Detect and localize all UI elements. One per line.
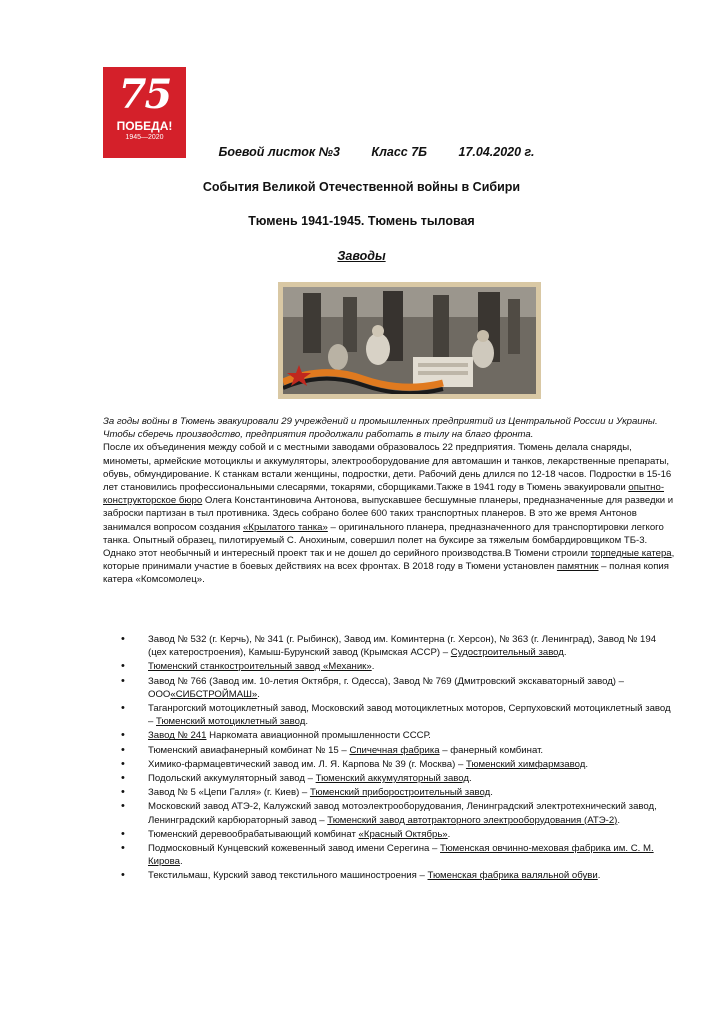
factory-link[interactable]: Спичечная фабрика: [349, 744, 440, 756]
intro-part-2: Олега Константиновича Антонова, выпускавшее бесшумные планеры, предназначенные для разведки и заброски партизан в тыл противника. Здесь собрано более 600 таких транспортных планеров. В это же время Антонов занимался вопросом создания: [103, 495, 674, 533]
list-item: [103, 702, 675, 728]
factory-link[interactable]: Тюменский приборостроительный завод: [309, 787, 491, 799]
intro-italic: За годы войны в Тюмень эвакуировали 29 учреждений и промышленных предприятий из Центральной России и Украины. Чтобы сберечь производство, предприятия продолжали работать в тылу на благо фронта.: [103, 416, 658, 441]
item-tail: .: [371, 661, 375, 673]
factory-link[interactable]: Тюменский станкостроительный завод «Механик»: [148, 661, 372, 673]
list-item: [103, 675, 675, 701]
class-label: Класс 7Б: [371, 145, 428, 159]
intro-part-5: – полная копия катера «Комсомолец».: [103, 561, 669, 586]
document-subtitle: Тюмень 1941-1945. Тюмень тыловая: [248, 214, 475, 228]
item-text: Тюменский авиафанерный комбинат № 15 –: [148, 744, 350, 756]
intro-part-3: – оригинального планера, предназначенного для транспортировки легкого танка. Опытный образец, пилотируемый С. Анохиным, совершил полет на буксире за тяжелым бомбардировщиком ТБ-3. Однако этот необычный и интересный проект так и не дошел до серийного производства.В Тюмени строили: [103, 521, 664, 560]
factory-link[interactable]: «СИБСТРОЙМАШ»: [170, 688, 258, 700]
list-item: [103, 828, 675, 841]
intro-part-1: После их объединения между собой и с местными заводами образовалось 22 предприятия. Тюмень делала снаряды, минометы, армейские мотоциклы и аккумуляторы, электрооборудование для автомашин и танков, лекарственные препараты, обувь, обмундирование. К станкам встали женщины, подростки, дети. Рабочий день длился по 12-18 часов. Подростки в 15-16 лет становились профессиональными слесарями, токарями, сборщиками.Также в 1941 году в Тюмень эвакуировали: [103, 442, 672, 494]
factory-link[interactable]: «Красный Октябрь»: [358, 828, 448, 840]
list-item: [103, 786, 675, 799]
intro-paragraph: [103, 441, 675, 586]
factory-link[interactable]: Тюменский аккумуляторный завод: [315, 773, 469, 785]
item-tail: .: [585, 758, 589, 770]
factory-link[interactable]: Тюменская фабрика валяльной обуви: [427, 870, 598, 882]
link-torpedo-boats[interactable]: торпедные катера: [590, 548, 672, 560]
logo-years: 1945—2020: [125, 134, 164, 141]
list-item: [103, 660, 675, 673]
item-text: Химико-фармацевтический завод им. Л. Я. Карпова № 39 (г. Москва) –: [148, 758, 466, 770]
factory-workers-image: [283, 287, 536, 394]
list-item: [103, 633, 675, 659]
factory-list: [103, 633, 675, 884]
item-tail: .: [617, 814, 621, 826]
factory-link[interactable]: Тюменский химфармзавод: [465, 758, 586, 770]
factory-link[interactable]: Тюменский мотоциклетный завод: [156, 716, 306, 728]
item-tail: – фанерный комбинат.: [439, 744, 544, 756]
item-text: Московский завод АТЭ-2, Калужский завод мотоэлектрооборудования, Ленинградский электротехнический завод, Ленинградский карбюраторный завод –: [148, 801, 657, 826]
item-tail: Наркомата авиационной промышленности СССР.: [206, 730, 431, 742]
link-winged-tank[interactable]: «Крылатого танка»: [243, 521, 328, 533]
factory-link[interactable]: Судостроительный завод: [450, 647, 564, 659]
logo-word: ПОБЕДА!: [116, 119, 173, 133]
sheet-header-line: [0, 145, 723, 159]
list-item: [103, 842, 675, 868]
item-text: Таганрогский мотоциклетный завод, Московский завод мотоциклетных моторов, Серпуховский мотоциклетный завод –: [148, 703, 671, 728]
item-tail: .: [179, 856, 183, 868]
item-text: Тюменский деревообрабатывающий комбинат: [148, 828, 359, 840]
item-text: Завод № 5 «Цепи Галля» (г. Киев) –: [148, 787, 310, 799]
factory-link[interactable]: Тюменская овчинно-меховая фабрика им. С. М. Кирова: [148, 843, 654, 868]
factory-link[interactable]: Завод № 241: [148, 730, 207, 742]
item-text: Текстильмаш, Курский завод текстильного машиностроения –: [148, 870, 428, 882]
item-tail: .: [257, 688, 260, 700]
item-tail: .: [563, 647, 567, 659]
list-item: [103, 758, 675, 771]
list-item: [103, 772, 675, 785]
item-tail: .: [597, 870, 601, 882]
list-item: [103, 744, 675, 757]
section-heading: Заводы: [337, 249, 386, 263]
item-text: Завод № 532 (г. Керчь), № 341 (г. Рыбинск), Завод им. Коминтерна (г. Херсон), № 363 (г. Ленинград), Завод № 194 (цех катеростроения), Камыш-Бурунский завод (Крымская АССР) –: [148, 634, 657, 659]
document-title: События Великой Отечественной войны в Сибири: [202, 180, 521, 194]
item-text: Подмосковный Кунцевский кожевенный завод имени Серегина –: [148, 843, 441, 855]
intro-part-4: , которые принимали участие в боевых действиях на всех фронтах. В 2018 году в Тюмени установлен: [103, 548, 675, 573]
item-tail: .: [447, 828, 451, 840]
item-tail: .: [469, 773, 472, 785]
sheet-number: Боевой листок №3: [218, 145, 340, 159]
item-tail: .: [305, 716, 308, 728]
sheet-date: 17.04.2020 г.: [458, 145, 535, 159]
item-text: Подольский аккумуляторный завод –: [148, 773, 316, 785]
factory-link[interactable]: Тюменский завод автотракторного электрооборудования (АТЭ-2): [327, 814, 618, 826]
item-tail: .: [490, 787, 493, 799]
logo-number: 75: [118, 71, 171, 118]
item-text: Завод № 766 (Завод им. 10-летия Октября, г. Одесса), Завод № 769 (Дмитровский экскаваторный завод) – ООО: [148, 675, 625, 700]
intro-text: [103, 415, 675, 587]
link-antonov-bureau[interactable]: опытно-конструкторское бюро: [103, 482, 665, 507]
factory-photo: [278, 282, 541, 399]
list-item: [103, 729, 675, 742]
link-monument[interactable]: памятник: [556, 561, 599, 573]
list-item: [103, 800, 675, 826]
list-item: [103, 869, 675, 882]
